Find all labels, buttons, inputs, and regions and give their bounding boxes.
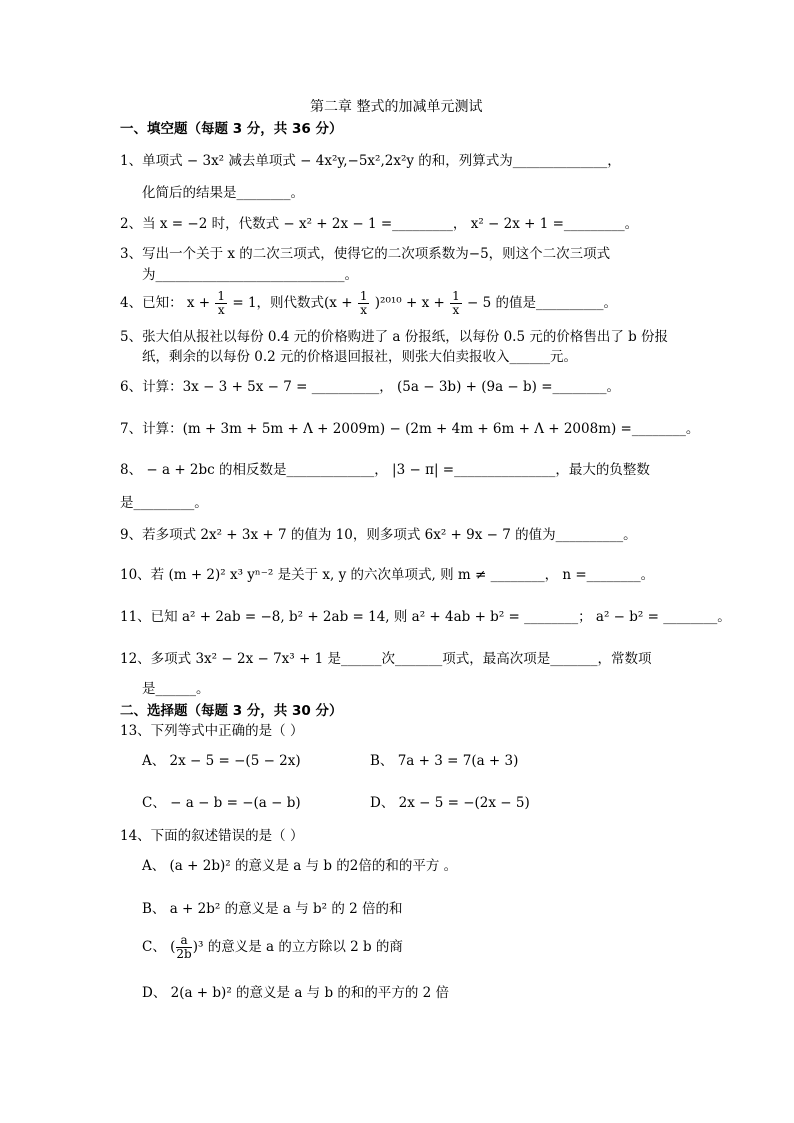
page-title: 第二章 整式的加减单元测试: [310, 99, 483, 115]
question-13-option-a: A、 2x − 5 = −(5 − 2x): [142, 753, 301, 769]
question-14-option-c: [142, 934, 403, 961]
fraction-denominator: x: [452, 303, 460, 318]
question-3-line-1: 3、写出一个关于 x 的二次三项式，使得它的二次项系数为−5，则这个二次三项式: [120, 246, 611, 262]
question-13-option-c: C、 − a − b = −(a − b): [142, 795, 301, 811]
question-4-x: x +: [186, 295, 211, 312]
question-14-option-a: A、 (a + 2b)² 的意义是 a 与 b 的2倍的和的平方 。: [142, 858, 458, 874]
fraction-one-over-x: [358, 290, 370, 317]
question-8-line-2: 是_________。: [120, 495, 208, 511]
question-7: 7、计算：(m + 3m + 5m + Λ + 2009m) − (2m + 4m + 6m + Λ + 2008m) =________。: [120, 421, 700, 437]
question-10: 10、若 (m + 2)² x³ yⁿ⁻² 是关于 x, y 的六次单项式, 则 m ≠ ________， n =________。: [120, 567, 655, 583]
fraction-numerator: 1: [217, 289, 226, 303]
question-1-line-2: 化简后的结果是________。: [142, 185, 304, 201]
question-13-option-d: D、 2x − 5 = −(2x − 5): [370, 795, 530, 811]
question-11: 11、已知 a² + 2ab = −8, b² + 2ab = 14, 则 a² + 4ab + b² = ________； a² − b² = ________。: [120, 609, 731, 625]
question-14-option-b: B、 a + 2b² 的意义是 a 与 b² 的 2 倍的和: [142, 901, 403, 917]
question-4-equation: = 1，则代数式(x +: [232, 295, 353, 312]
question-13-option-b: B、 7a + 3 = 7(a + 3): [370, 753, 519, 769]
fraction-numerator: 1: [452, 289, 460, 303]
question-12-line-2: 是______。: [142, 681, 210, 697]
fraction-denominator: x: [360, 303, 368, 318]
question-14: 14、下面的叙述错误的是（ ）: [120, 828, 304, 844]
fraction-a-over-2b: [176, 934, 191, 961]
question-8-line-1: 8、 − a + 2bc 的相反数是_____________， |3 − π| =_______________，最大的负整数: [120, 462, 650, 478]
question-4-middle: )²⁰¹⁰ + x +: [374, 295, 445, 312]
question-4-suffix: − 5 的值是__________。: [467, 295, 618, 312]
question-1-line-1: 1、单项式 − 3x² 减去单项式 − 4x²y,−5x²,2x²y 的和，列算式为______________，: [120, 153, 621, 169]
question-5-line-2: 纸，剩余的以每份 0.2 元的价格退回报社，则张大伯卖报收入______元。: [142, 349, 578, 365]
fraction-denominator: 2b: [176, 947, 192, 962]
question-3-line-2: 为____________________________。: [142, 267, 358, 283]
section-fill-in-heading: 一、填空题（每题 3 分，共 36 分）: [120, 121, 343, 137]
fraction-denominator: x: [217, 303, 225, 318]
question-2: 2、当 x = −2 时，代数式 − x² + 2x − 1 =_________， x² − 2x + 1 =_________。: [120, 216, 639, 232]
question-4: [120, 290, 617, 317]
fraction-one-over-x: [450, 290, 462, 317]
question-9: 9、若多项式 2x² + 3x + 7 的值为 10，则多项式 6x² + 9x − 7 的值为__________。: [120, 527, 637, 543]
fraction-one-over-x: [215, 290, 227, 317]
question-13: 13、下列等式中正确的是（ ）: [120, 723, 304, 739]
section-choice-heading: 二、选择题（每题 3 分，共 30 分）: [120, 703, 343, 719]
question-14-option-d: D、 2(a + b)² 的意义是 a 与 b 的和的平方的 2 倍: [142, 985, 450, 1001]
question-12-line-1: 12、多项式 3x² − 2x − 7x³ + 1 是______次_______项式，最高次项是_______，常数项: [120, 651, 652, 667]
question-14-option-c-prefix: C、 (: [142, 939, 176, 956]
question-14-option-c-suffix: )³ 的意义是 a 的立方除以 2 b 的商: [192, 939, 403, 956]
fraction-numerator: 1: [359, 289, 368, 303]
question-4-prefix: 4、已知：: [120, 295, 183, 312]
question-6: 6、计算：3x − 3 + 5x − 7 = __________， (5a − 3b) + (9a − b) =________。: [120, 379, 621, 395]
question-5-line-1: 5、张大伯从报社以每份 0.4 元的价格购进了 a 份报纸，以每份 0.5 元的价格售出了 b 份报: [120, 329, 669, 345]
fraction-numerator: a: [176, 934, 191, 948]
